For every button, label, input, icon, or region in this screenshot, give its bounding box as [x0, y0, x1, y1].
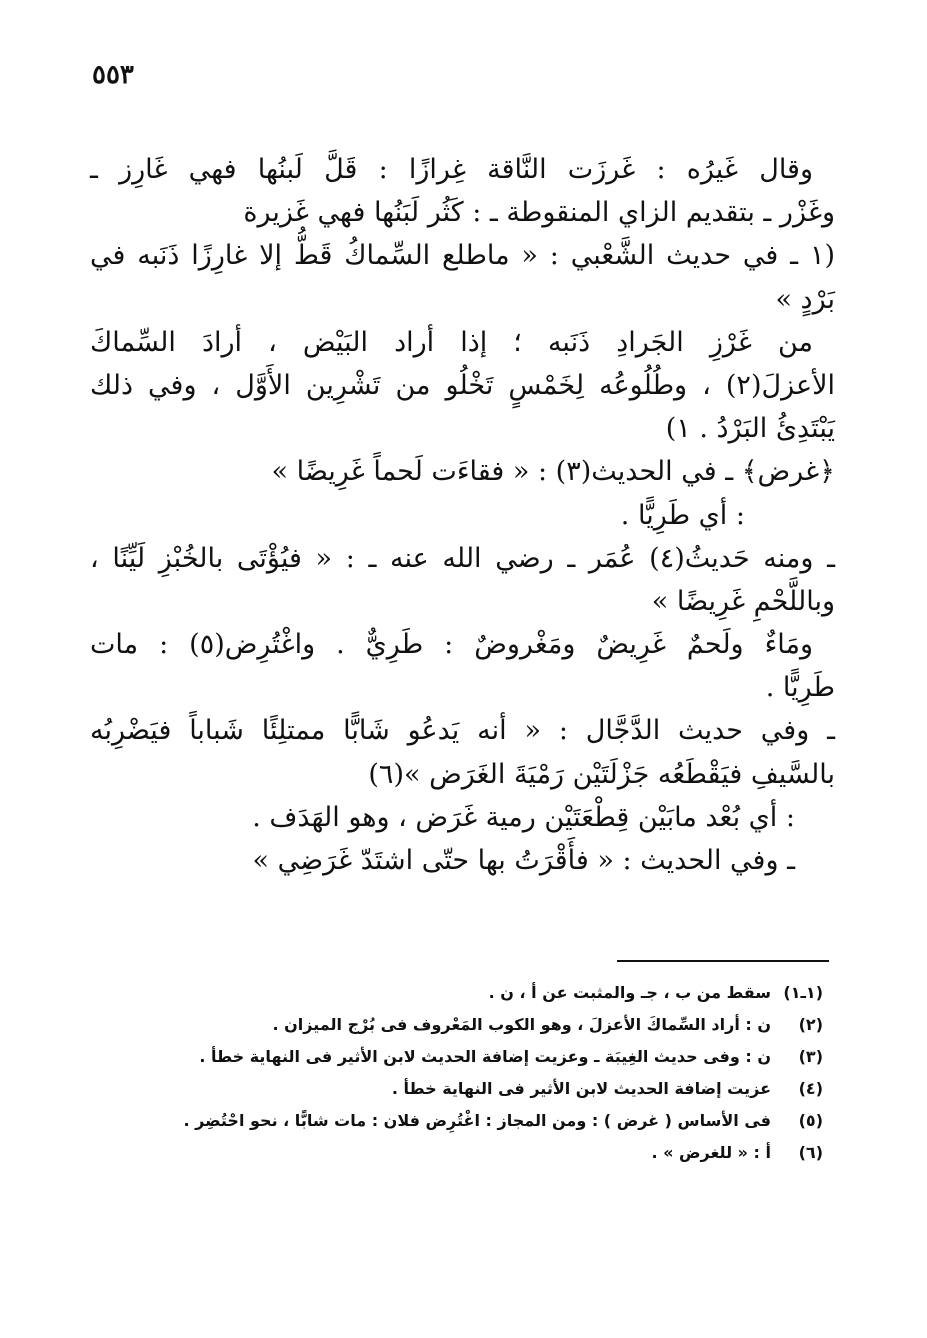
footnote	[82, 1012, 823, 1038]
footnote	[82, 1044, 823, 1070]
footnote-text: ن : أراد السِّماكَ الأعزلَ ، وهو الكوب المَعْروف فى بُرْج الميزان .	[272, 1015, 771, 1034]
text-line: وقال غَيرُه : غَرزَت النَّاقة غِرازًا : قَلَّ لَبنُها فهي غَارِز ـ	[90, 154, 813, 185]
text-line: (١ ـ في حديث الشَّعْبي : « ماطلع السِّماكُ قَطُّ إلا غارِزًا ذَنَبه في	[90, 240, 835, 272]
footnote-number: (٣)	[798, 1047, 823, 1066]
footnote	[82, 980, 823, 1006]
footnote-number: (٢)	[798, 1015, 823, 1034]
text-line: طَرِيًّا .	[765, 672, 835, 704]
entry-heading-line: ﴿غرض﴾ ـ في الحديث(٣) : « فقاءَت لَحماً غَرِيضًا »	[271, 456, 835, 488]
text-line: ومَاءٌ ولَحمٌ غَرِيضٌ ومَغْروضٌ : طَرِيٌّ . واغْتُرِض(٥) : مات	[90, 629, 814, 661]
text-line: : أي بُعْد مابَيْن قِطْعَتَيْن رمية غَرَض ، وهو الهَدَف .	[252, 801, 795, 833]
footnote-text: سقط من ب ، جـ والمثبت عن أ ، ن .	[488, 983, 771, 1002]
footnote-number: (٥)	[798, 1111, 823, 1130]
footnote	[82, 1076, 823, 1102]
footnote-divider	[617, 960, 829, 962]
footnotes-section	[82, 980, 823, 1172]
text-line: يَبْتَدِئُ البَرْدُ . ١)	[665, 413, 835, 445]
text-line: وباللَّحْمِ غَرِيضًا »	[651, 585, 835, 617]
footnote-text: فى الأساس ( غرض ) : ومن المجاز : اغْتُرِض فلان : مات شابًّا ، نحو احْتُضِر .	[183, 1111, 771, 1130]
text-line: من غَرْزِ الجَرادِ ذَنَبه ؛ إذا أراد البَيْض ، أرادَ السِّماكَ	[90, 326, 813, 358]
footnote-number: (٦)	[798, 1143, 823, 1162]
text-line: وغَزْر ـ بتقديم الزاي المنقوطة ـ : كَثُر لَبَنُها فهي غَزيرة	[243, 197, 835, 229]
text-line: بَرْدٍ »	[775, 283, 835, 315]
footnote	[82, 1108, 823, 1134]
footnote-text: عزيت إضافة الحديث لابن الأثير فى النهاية خطأ .	[391, 1079, 771, 1098]
text-line: ـ ومنه حَديثُ(٤) عُمَر ـ رضي الله عنه ـ : « فيُؤْتَى بالخُبْزِ لَيِّنًا ،	[90, 542, 835, 574]
text-line: الأعزلَ(٢) ، وطُلُوعُه لِخَمْسٍ تَخْلُو من تَشْرِين الأَوَّل ، وفي ذلك	[90, 369, 835, 401]
footnote-number: (٤)	[798, 1079, 823, 1098]
text-line: ـ وفي الحديث : « فأَقْرَتُ بها حتّى اشتَدّ غَرَضِي »	[252, 845, 795, 876]
text-line: بالسَّيفِ فيَقْطَعُه جَزْلَتَيْن رَمْيَةَ الغَرَض »(٦)	[368, 758, 835, 790]
text-line: : أي طَرِيًّا .	[620, 499, 745, 531]
footnote-text: أ : « للغرض » .	[651, 1143, 771, 1162]
footnote	[82, 1140, 823, 1166]
footnote-text: ن : وفى حديث الغِيبَة ـ وعزيت إضافة الحديث لابن الأثير فى النهاية خطأ .	[199, 1047, 771, 1066]
footnote-number: (١ـ١)	[783, 983, 823, 1002]
main-text-block	[90, 148, 835, 882]
page-number: ٥٥٣	[92, 60, 134, 90]
text-line: ـ وفي حديث الدَّجَّال : « أنه يَدعُو شَابًّا ممتلِئًا شَباباً فيَضْرِبُه	[90, 715, 835, 747]
